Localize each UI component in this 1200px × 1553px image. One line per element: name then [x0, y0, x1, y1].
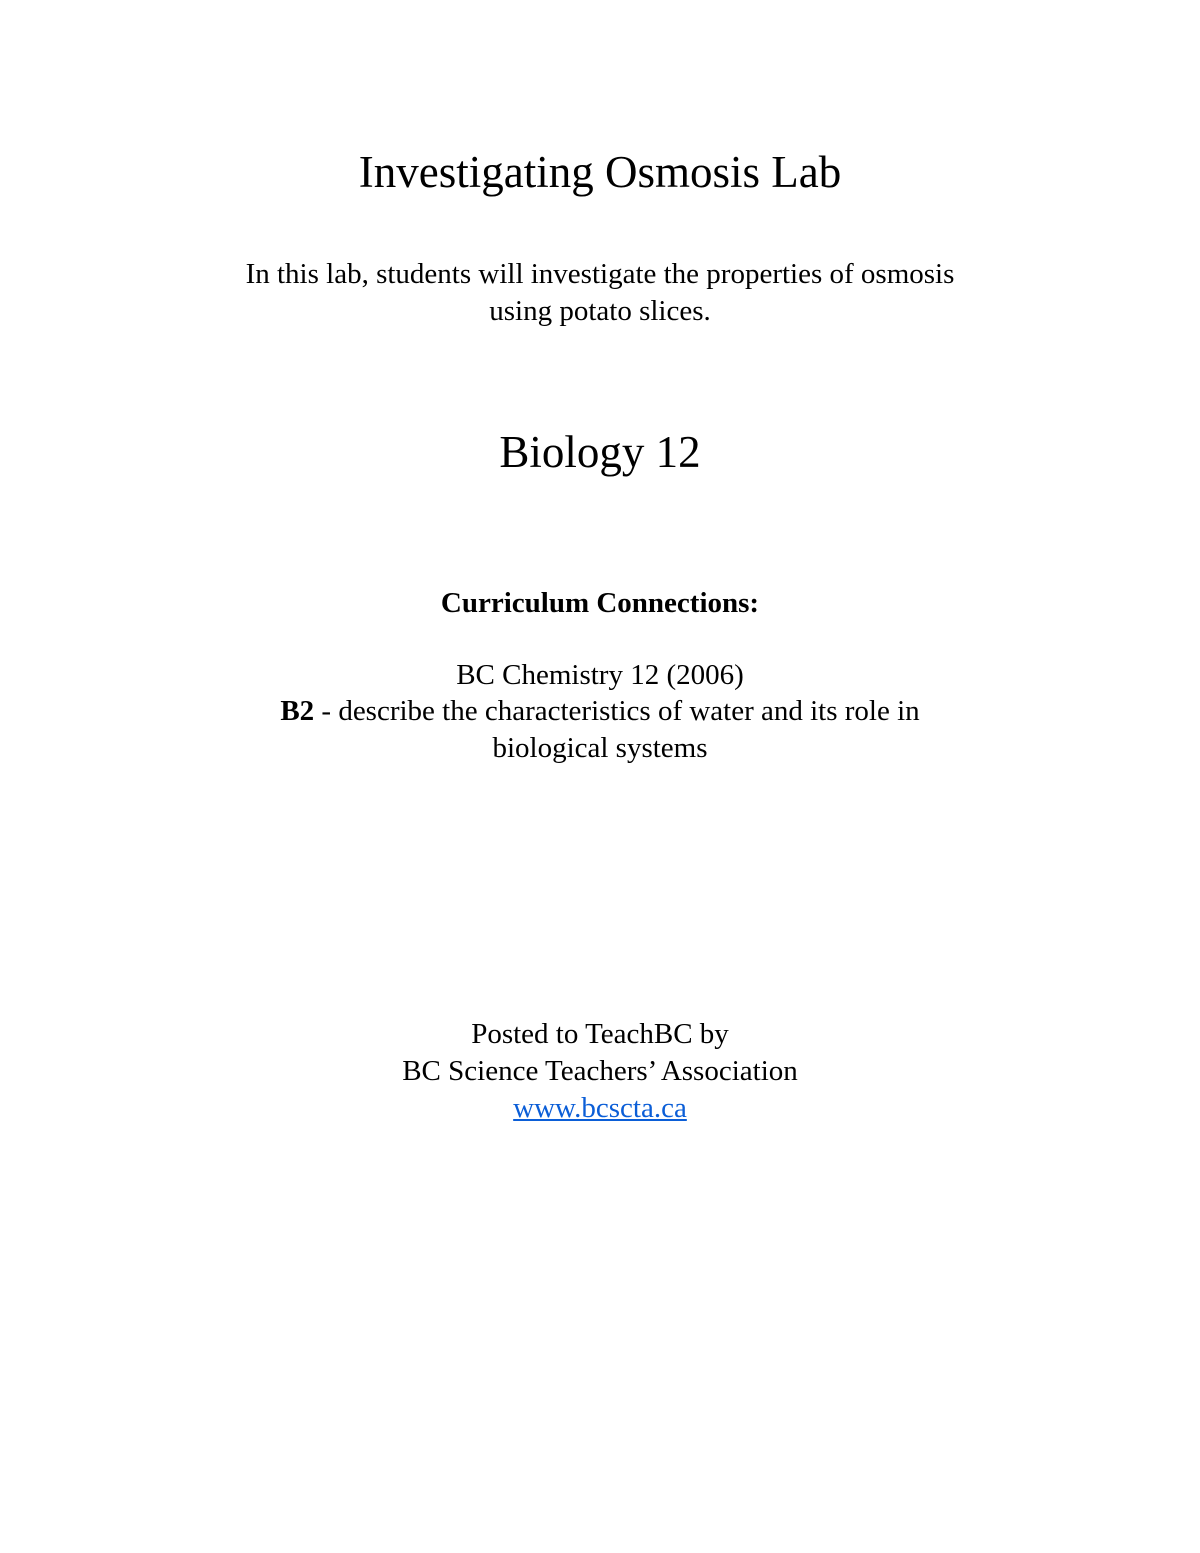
- curriculum-heading: Curriculum Connections:: [440, 587, 760, 619]
- course-name: Biology 12: [499, 427, 701, 477]
- curriculum-outcome: [0, 693, 1200, 730]
- outcome-code: B2: [280, 695, 315, 727]
- document-title: Investigating Osmosis Lab: [358, 147, 842, 197]
- website-line: [0, 1090, 1200, 1127]
- outcome-text: - describe the characteristics of water and its role in: [314, 695, 920, 727]
- website-link[interactable]: www.bcscta.ca: [513, 1092, 687, 1124]
- curriculum-line-1: BC Chemistry 12 (2006): [456, 659, 744, 691]
- intro-line-1: In this lab, students will investigate the properties of osmosis: [245, 258, 955, 290]
- association-name: BC Science Teachers’ Association: [402, 1055, 798, 1087]
- curriculum-line-3: biological systems: [492, 732, 708, 764]
- posted-by-line: Posted to TeachBC by: [471, 1018, 729, 1050]
- intro-line-2: using potato slices.: [489, 295, 711, 327]
